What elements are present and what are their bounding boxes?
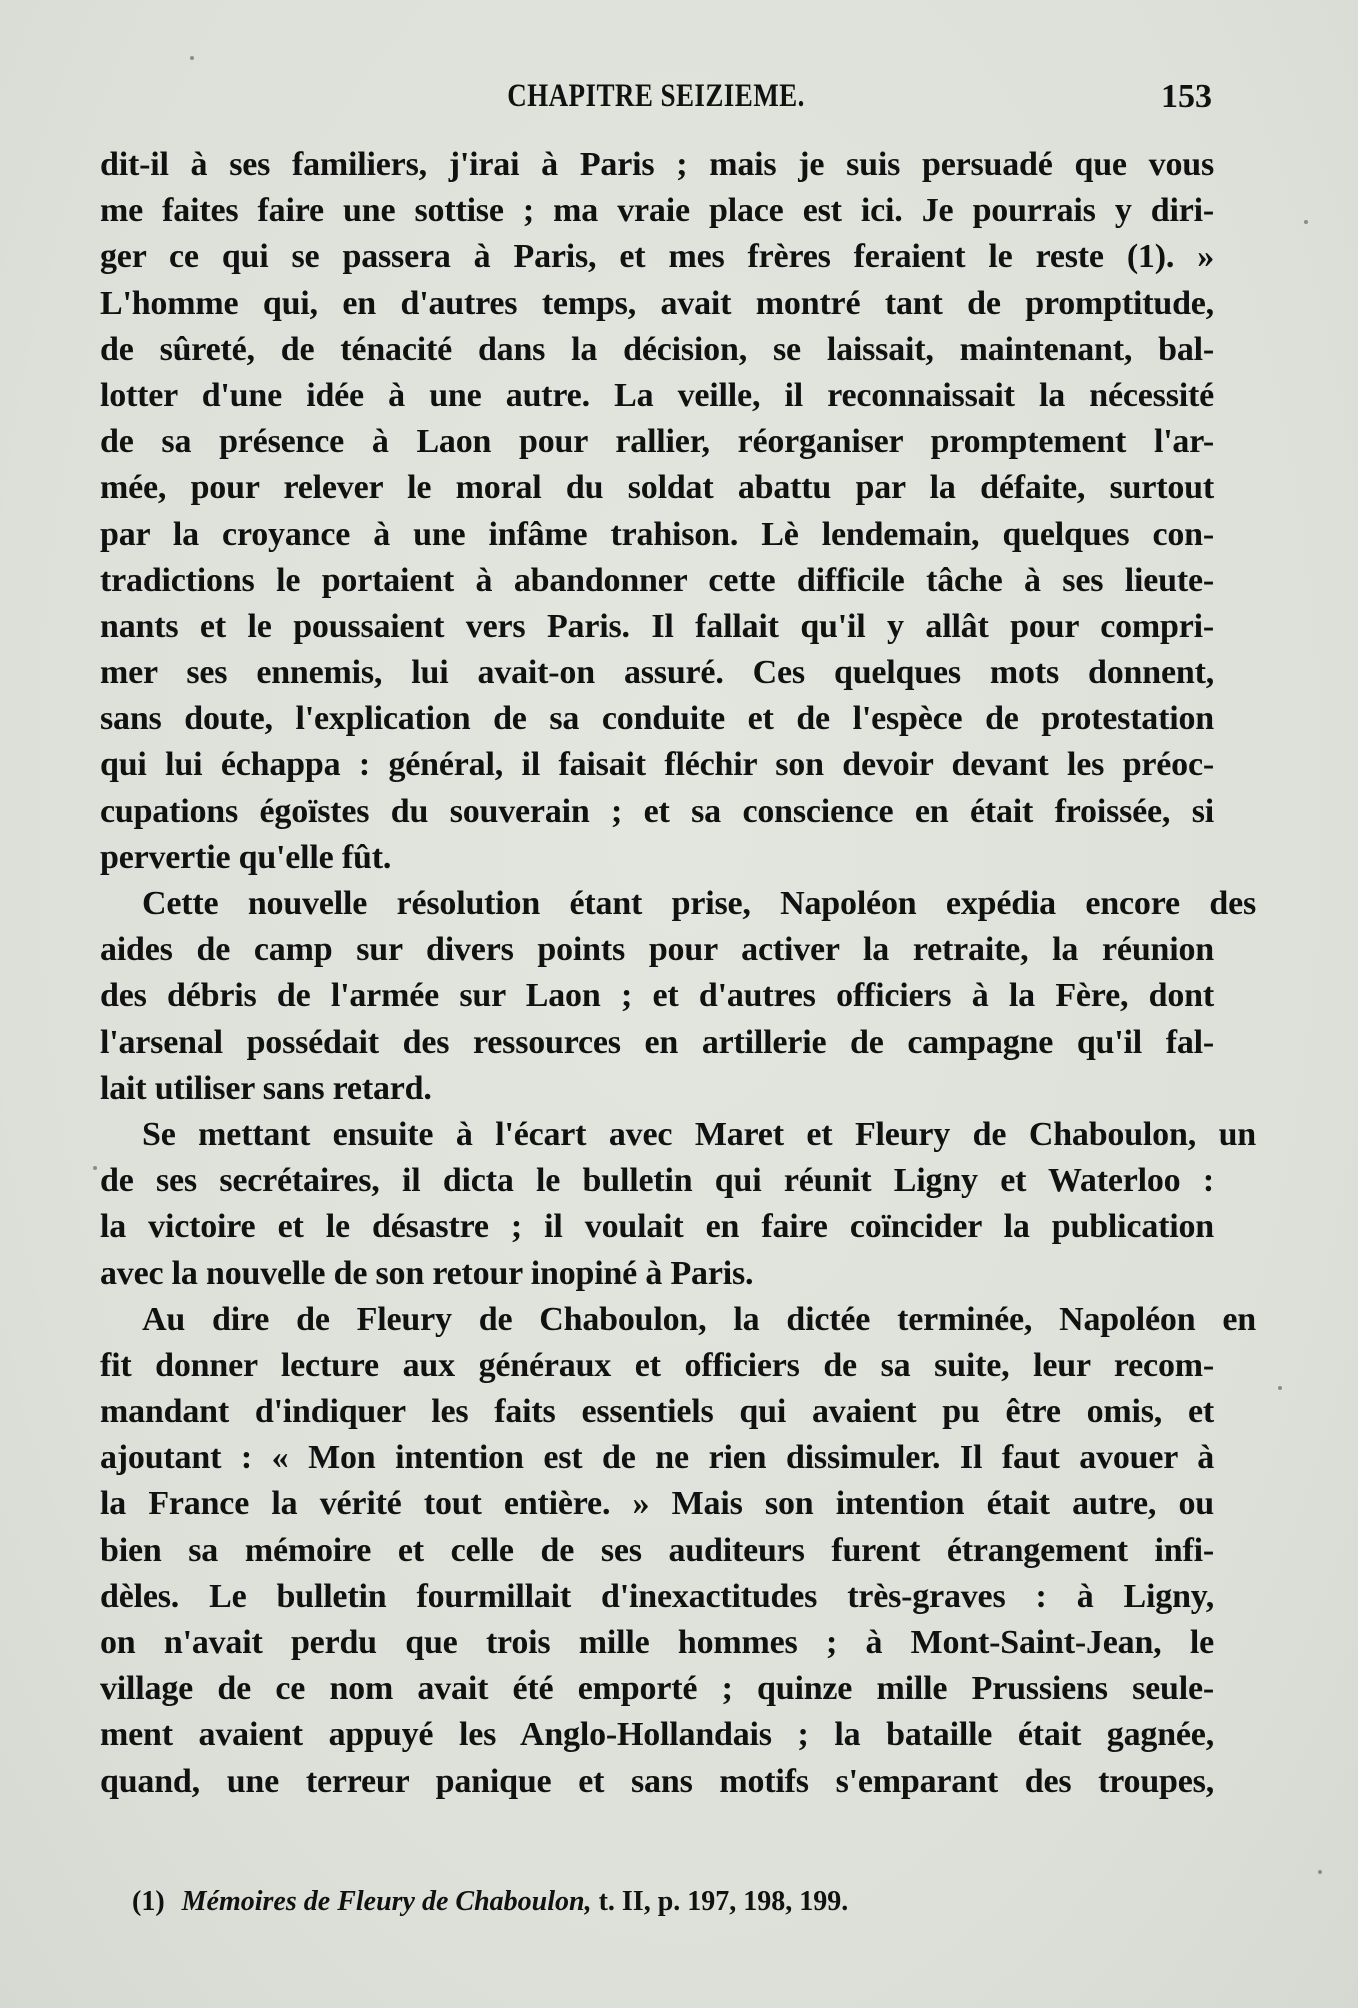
text-line: mandant d'indiquer les faits essentiels qui avaient pu être omis, et [100,1393,1214,1431]
text-line: quand, une terreur panique et sans motifs s'emparant des troupes, [100,1762,1214,1800]
text-line: ger ce qui se passera à Paris, et mes frères feraient le reste (1). » [100,238,1214,276]
running-head [100,78,1212,118]
text-line: des débris de l'armée sur Laon ; et d'autres officiers à la Fère, dont [100,977,1214,1015]
paper-speck [1318,1870,1322,1874]
footnote-citation: t. II, p. 197, 198, 199. [598,1886,849,1917]
footnote-source-title: Mémoires de Fleury de Chaboulon, [181,1886,592,1917]
footnote [132,1886,848,1918]
text-line: lotter d'une idée à une autre. La veille, il reconnaissait la nécessité [100,376,1214,414]
text-line: cupations égoïstes du souverain ; et sa conscience en était froissée, si [100,792,1214,830]
paper-speck [190,56,194,60]
text-line: de sûreté, de ténacité dans la décision, se laissait, maintenant, bal- [100,330,1214,368]
text-line: L'homme qui, en d'autres temps, avait montré tant de promptitude, [100,284,1214,322]
text-line: par la croyance à une infâme trahison. Lè lendemain, quelques con- [100,515,1214,553]
text-line: tradictions le portaient à abandonner cette difficile tâche à ses lieute- [100,561,1214,599]
text-line: me faites faire une sottise ; ma vraie place est ici. Je pourrais y diri- [100,192,1214,230]
text-line: avec la nouvelle de son retour inopiné à Paris. [100,1254,754,1292]
footnote-marker: (1) [132,1886,165,1917]
text-line: de sa présence à Laon pour rallier, réorganiser promptement l'ar- [100,423,1214,461]
text-line: ajoutant : « Mon intention est de ne rien dissimuler. Il faut avouer à [100,1439,1214,1477]
body-text [100,142,1256,1805]
paper-speck [93,1166,97,1170]
text-line: la France la vérité tout entière. » Mais son intention était autre, ou [100,1485,1214,1523]
paper-speck [1278,1386,1282,1390]
text-line: fit donner lecture aux généraux et officiers de sa suite, leur recom- [100,1346,1214,1384]
chapter-title: CHAPITRE SEIZIEME. [507,78,805,114]
text-line: on n'avait perdu que trois mille hommes ; à Mont-Saint-Jean, le [100,1624,1214,1661]
text-line: dit-il à ses familiers, j'irai à Paris ; mais je suis persuadé que vous [100,146,1214,183]
text-line: l'arsenal possédait des ressources en artillerie de campagne qu'il fal- [100,1023,1214,1061]
text-line: pervertie qu'elle fût. [100,838,392,876]
text-line: mer ses ennemis, lui avait-on assuré. Ces quelques mots donnent, [100,654,1214,692]
text-line: bien sa mémoire et celle de ses auditeurs furent étrangement infi- [100,1531,1214,1569]
text-line: Au dire de Fleury de Chaboulon, la dictée terminée, Napoléon en [142,1300,1256,1338]
text-line: village de ce nom avait été emporté ; quinze mille Prussiens seule- [100,1670,1214,1708]
text-line: Cette nouvelle résolution étant prise, Napoléon expédia encore des [142,885,1256,922]
text-line: de ses secrétaires, il dicta le bulletin qui réunit Ligny et Waterloo : [100,1162,1214,1200]
text-line: aides de camp sur divers points pour activer la retraite, la réunion [100,931,1214,969]
text-line: sans doute, l'explication de sa conduite et de l'espèce de protestation [100,700,1214,738]
text-line: la victoire et le désastre ; il voulait en faire coïncider la publication [100,1208,1214,1246]
paper-speck [1304,220,1308,224]
text-line: lait utiliser sans retard. [100,1069,432,1107]
text-line: Se mettant ensuite à l'écart avec Maret et Fleury de Chaboulon, un [142,1115,1256,1153]
text-line: qui lui échappa : général, il faisait fléchir son devoir devant les préoc- [100,746,1214,784]
page-number: 153 [1161,78,1212,115]
text-line: ment avaient appuyé les Anglo-Hollandais ; la bataille était gagnée, [100,1716,1214,1754]
text-line: dèles. Le bulletin fourmillait d'inexactitudes très-graves : à Ligny, [100,1577,1214,1615]
text-line: nants et le poussaient vers Paris. Il fallait qu'il y allât pour compri- [100,607,1214,645]
text-line: mée, pour relever le moral du soldat abattu par la défaite, surtout [100,469,1214,507]
